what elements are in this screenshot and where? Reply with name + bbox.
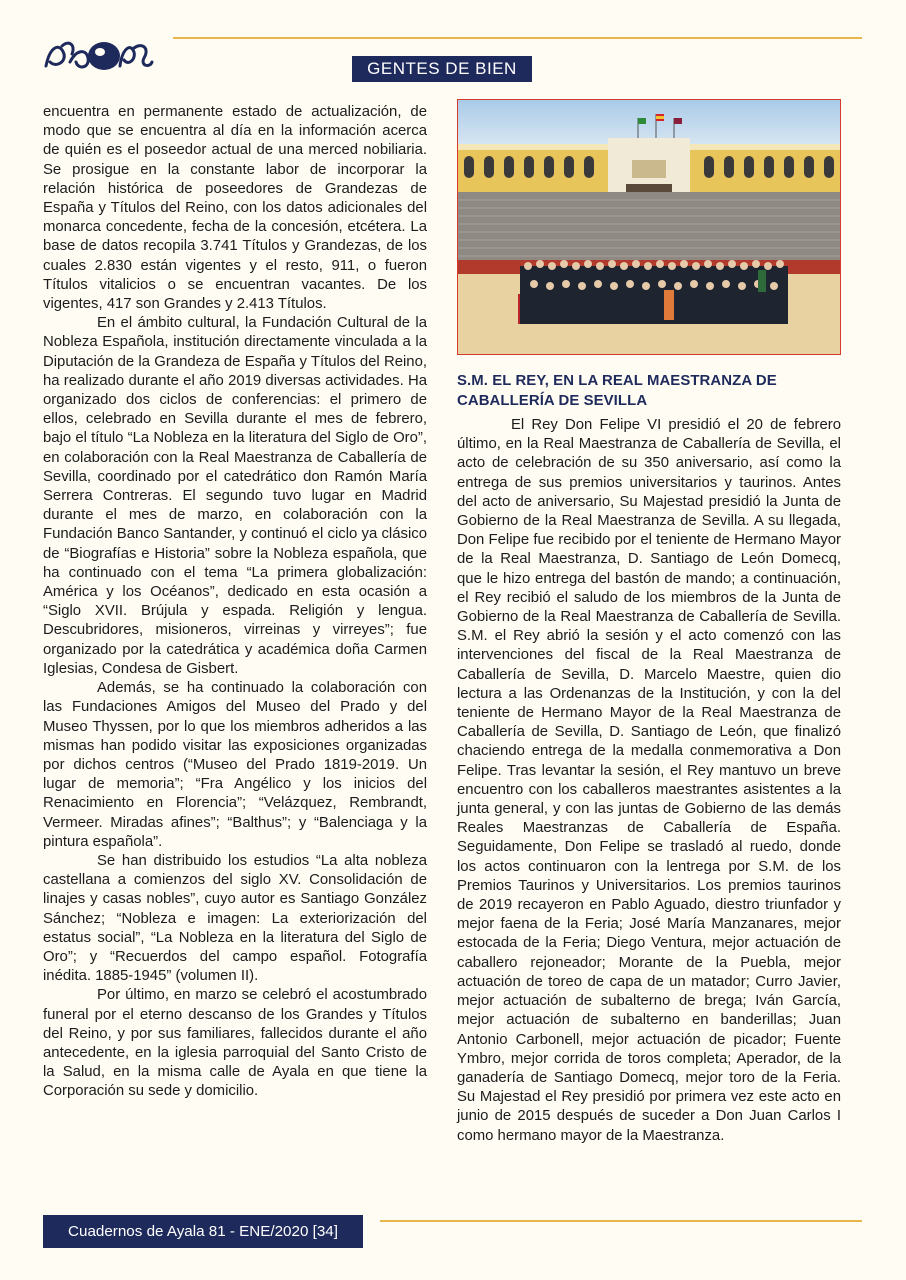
article-heading: S.M. EL REY, EN LA REAL MAESTRANZA DE CABALLERÍA DE SEVILLA xyxy=(457,373,777,409)
footer-label: Cuadernos de Ayala 81 - ENE/2020 [34] xyxy=(43,1215,363,1248)
paragraph: encuentra en permanente estado de actualización, de modo que se encuentra al día en la información acerca de quién es el poseedor actual de una merced nobiliaria. Se prosigue en la constante labor de incorporar la relación histórica de poseedores de Grandezas de España y Títulos del Reino, con los datos adicionales del monarca concedente, fecha de la concesión, etcétera. La base de datos recopila 3.741 Títulos y Grandezas, de los cuales 2.830 están vigentes y el resto, 911, o fueron Títulos vitalicios o se encuentran vacantes. De los vigentes, 417 son Grandes y 2.413 Títulos. xyxy=(43,104,427,313)
paragraph: Además, se ha continuado la colaboración con las Fundaciones Amigos del Museo del Prado y del Museo Thyssen, por lo que los miembros adheridos a las mismas han podido visitar las exposiciones organizadas por dichos centros (“Museo del Prado 1819-2019. Un lugar de memoria”; “Fra Angélico y los inicios del Renacimiento en Florencia”; “Velázquez, Rembrandt, Vermeer. Miradas afines”; “Balthus”; y “Balenciaga y la pintura española”. xyxy=(43,680,427,850)
paragraph: En el ámbito cultural, la Fundación Cultural de la Nobleza Española, institución directamente vinculada a la Diputación de la Grandeza de España y Títulos del Reino, ha realizado durante el año 2019 diversas actividades. Ha organizado dos ciclos de conferencias: el primero de ellos, celebrado en Sevilla durante el mes de febrero, bajo el título “La Nobleza en la literatura del Siglo de Oro”, en colaboración con la Real Maestranza de Caballería de Sevilla, coordinado por el catedrático don Ramón María Serrera Contreras. El segundo tuvo lugar en Madrid durante el mes de marzo, en colaboración con la Fundación Banco Santander, y continuó el ciclo ya clásico de “Biografías e Historia” sobre la Nobleza española, que ha continuado con el tema “La primera globalización: América y los Océanos”, dedicado en esta ocasión a “Siglo XVII. Brújula y espada. Religión y lengua. Descubridores, misioneros, virreinas y virreyes”; fue organizado por la catedrática y académica doña Carmen Iglesias, Condesa de Gisbert. xyxy=(43,315,427,677)
paragraph: Por último, en marzo se celebró el acostumbrado funeral por el eterno descanso de los Grandes y Títulos del Reino, y por sus familiares, fallecidos durante el año antecedente, en la iglesia parroquial del Santo Cristo de la Salud, en la misma calle de Ayala en que tiene la Corporación su sede y domicilio. xyxy=(43,987,427,1100)
section-label: GENTES DE BIEN xyxy=(352,56,532,82)
right-column xyxy=(457,416,841,1146)
paragraph: El Rey Don Felipe VI presidió el 20 de febrero último, en la Real Maestranza de Caballería de Sevilla, el acto de celebración de su 350 aniversario, así como la entrega de sus premios universitarios y taurinos. Antes del acto de aniversario, Su Majestad presidió la Junta de Gobierno de la Real Maestranza de Sevilla. A su llegada, Don Felipe fue recibido por el teniente de Hermano Mayor de la Real Maestranza, D. Santiago de León Domecq, que le hizo entrega del bastón de mando; a continuación, el Rey recibió el saludo de los miembros de la Junta de Gobierno de la Real Maestranza de Caballería de Sevilla. S.M. el Rey abrió la sesión y el acto comenzó con las intervenciones del fiscal de la Real Maestranza de Caballería de Sevilla, D. Marcelo Maestre, quien dio lectura a las Ordenanzas de la Institución, y con la del teniente de Hermano Mayor de la Real Maestranza de Caballería de Sevilla, D. Santiago de León, que finalizó chaciendo entrega de la medalla conmemorativa a Don Felipe. Tras levantar la sesión, el Rey mantuvo un breve encuentro con los caballeros maestrantes asistentes a la junta general, y con las juntas de Gobierno de las demás Reales Maestranzas de Caballería de España. Seguidamente, Don Felipe se trasladó al ruedo, donde los actos continuaron con la lentrega por S.M. de los Premios Taurinos y Universitarios. Los premios taurinos de 2019 recayeron en Pablo Aguado, diestro triunfador y mejor faena de la Feria; José María Manzanares, mejor estocada de la Feria; Diego Ventura, mejor actuación de caballero rejoneador; Morante de la Puebla, mejor actuación de toreo de capa de un matador; Curro Javier, mejor actuación de subalterno de brega; Iván García, mejor actuación de subalterno en banderillas; Juan Antonio Carbonell, mejor actuación de picador; Fuente Ymbro, mejor corrida de toros completa; Aperador, de la ganadería de Santiago Domecq, mejor toro de la Feria. Su Majestad el Rey presidió por primera vez este acto en junio de 2015 después de suceder a Don Juan Carlos I como hermano mayor de la Maestranza. xyxy=(457,417,841,1144)
top-rule xyxy=(173,37,862,39)
article-photo xyxy=(457,99,841,355)
left-column xyxy=(43,103,427,1102)
paragraph: Se han distribuido los estudios “La alta nobleza castellana a comienzos del siglo XV. Consolidación de linajes y casas nobles”, cuyo autor es Santiago González Sánchez; “Nobleza e imagen: La exteriorización del estatus social”, “La Nobleza en la literatura del Siglo de Oro”; y “Recuerdos del campo español. Fotografía inédita. 1885-1945” (volumen II). xyxy=(43,852,427,985)
ayala-logo xyxy=(42,36,154,76)
bottom-rule xyxy=(380,1220,862,1222)
